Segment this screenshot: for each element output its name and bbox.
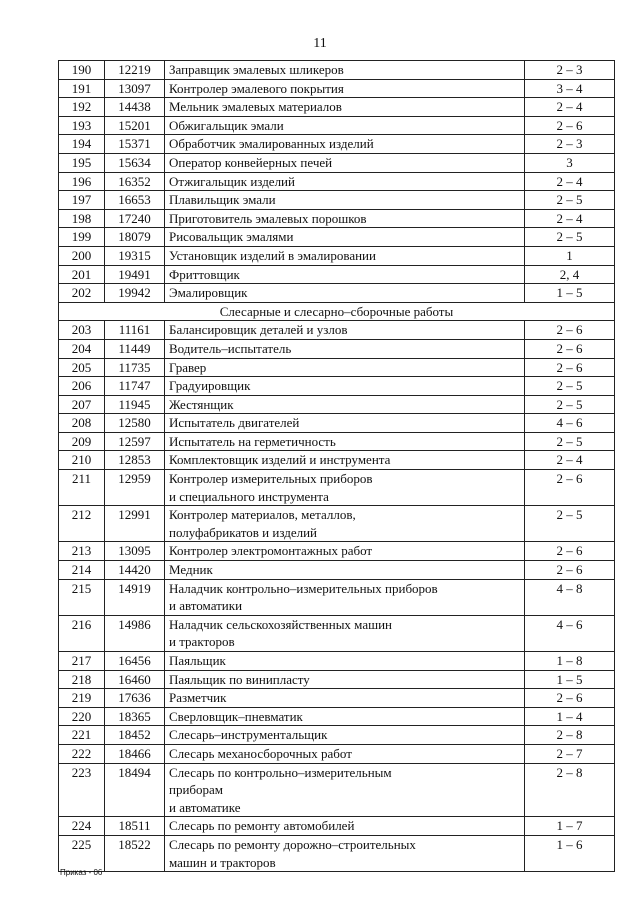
profession-title-line: Паяльщик: [169, 653, 226, 668]
profession-code: 12853: [105, 451, 165, 470]
profession-title-line: и тракторов: [169, 634, 235, 650]
profession-code: 19942: [105, 284, 165, 303]
profession-title: [165, 246, 525, 265]
grade-range: 2 – 3: [525, 61, 615, 80]
row-number: 204: [59, 339, 105, 358]
profession-title: [165, 339, 525, 358]
grade-range: 1 – 8: [525, 652, 615, 671]
profession-title: [165, 689, 525, 708]
profession-title: [165, 116, 525, 135]
table-row: [59, 191, 615, 210]
row-number: 203: [59, 321, 105, 340]
profession-code: 16456: [105, 652, 165, 671]
profession-title: [165, 707, 525, 726]
row-number: 223: [59, 763, 105, 817]
professions-table: [58, 60, 615, 872]
profession-code: 11747: [105, 377, 165, 396]
table-row: [59, 358, 615, 377]
table-row: [59, 451, 615, 470]
profession-code: 12580: [105, 414, 165, 433]
table-row: [59, 707, 615, 726]
row-number: 210: [59, 451, 105, 470]
profession-title: [165, 561, 525, 580]
grade-range: 2 – 5: [525, 432, 615, 451]
profession-title-line: и автоматики: [169, 598, 243, 614]
grade-range: 1 – 5: [525, 670, 615, 689]
row-number: 199: [59, 228, 105, 247]
profession-title-line: машин и тракторов: [169, 854, 276, 870]
row-number: 216: [59, 615, 105, 651]
profession-title-line: Комплектовщик изделий и инструмента: [169, 452, 391, 468]
grade-range: 2 – 5: [525, 395, 615, 414]
row-number: 195: [59, 153, 105, 172]
profession-title-line: Жестянщик: [169, 396, 234, 412]
profession-title-line: Паяльщик по винипласту: [169, 671, 310, 687]
row-number: 219: [59, 689, 105, 708]
profession-title-line: Обжигальщик эмали: [169, 117, 284, 133]
profession-title: [165, 79, 525, 98]
grade-range: 2 – 6: [525, 321, 615, 340]
profession-title: [165, 817, 525, 836]
grade-range: 2 – 6: [525, 561, 615, 580]
grade-range: 2 – 6: [525, 542, 615, 561]
profession-code: 14919: [105, 579, 165, 615]
row-number: 217: [59, 652, 105, 671]
profession-title-line: Наладчик контрольно–измерительных приборов: [169, 580, 438, 596]
grade-range: 1 – 5: [525, 284, 615, 303]
profession-title: [165, 763, 525, 817]
row-number: 225: [59, 835, 105, 871]
table-row: [59, 98, 615, 117]
profession-title-line: Испытатель на герметичность: [169, 433, 336, 449]
profession-title-line: Эмалировщик: [169, 285, 248, 301]
profession-code: 11449: [105, 339, 165, 358]
table-row: [59, 414, 615, 433]
row-number: 193: [59, 116, 105, 135]
profession-title-line: Слесарь по контрольно–измерительным: [169, 764, 392, 780]
grade-range: 2 – 6: [525, 339, 615, 358]
profession-title: [165, 265, 525, 284]
profession-code: 18511: [105, 817, 165, 836]
profession-title-line: Слесарь по ремонту дорожно–строительных: [169, 836, 416, 852]
profession-code: 12959: [105, 470, 165, 506]
profession-title: [165, 172, 525, 191]
row-number: 196: [59, 172, 105, 191]
profession-title: [165, 395, 525, 414]
grade-range: 1 – 7: [525, 817, 615, 836]
profession-title: [165, 191, 525, 210]
profession-code: 15371: [105, 135, 165, 154]
table-row: [59, 228, 615, 247]
table-row: [59, 79, 615, 98]
table-row: [59, 209, 615, 228]
grade-range: 2 – 8: [525, 763, 615, 817]
grade-range: 1: [525, 246, 615, 265]
profession-code: 18079: [105, 228, 165, 247]
table-row: [59, 689, 615, 708]
profession-code: 13097: [105, 79, 165, 98]
profession-title-line: Слесарь по ремонту автомобилей: [169, 818, 355, 834]
rows-group-enamel: [59, 61, 615, 303]
profession-title: [165, 284, 525, 303]
profession-title-line: Контролер эмалевого покрытия: [169, 80, 344, 96]
table-row: [59, 321, 615, 340]
grade-range: 4 – 6: [525, 414, 615, 433]
profession-title-line: Заправщик эмалевых шликеров: [169, 62, 344, 77]
profession-title-line: Мельник эмалевых материалов: [169, 99, 342, 115]
table-row: [59, 339, 615, 358]
profession-title: [165, 377, 525, 396]
row-number: 200: [59, 246, 105, 265]
grade-range: 2 – 5: [525, 228, 615, 247]
profession-title: [165, 61, 525, 80]
profession-title-line: Гравер: [169, 359, 207, 375]
profession-code: 18365: [105, 707, 165, 726]
grade-range: 4 – 8: [525, 579, 615, 615]
profession-title-line: Испытатель двигателей: [169, 415, 300, 431]
table-row: [59, 561, 615, 580]
table-row: [59, 284, 615, 303]
profession-title: [165, 835, 525, 871]
profession-code: 18452: [105, 726, 165, 745]
table-row: [59, 246, 615, 265]
profession-title-line: Оператор конвейерных печей: [169, 154, 333, 170]
table-row: [59, 835, 615, 871]
grade-range: 2 – 6: [525, 689, 615, 708]
profession-title: [165, 432, 525, 451]
profession-title-line: Контролер измерительных приборов: [169, 471, 373, 487]
row-number: 224: [59, 817, 105, 836]
table-row: [59, 726, 615, 745]
profession-title: [165, 579, 525, 615]
profession-code: 14986: [105, 615, 165, 651]
profession-code: 19315: [105, 246, 165, 265]
footer-note: Приказ - 06: [60, 868, 103, 877]
profession-code: 14420: [105, 561, 165, 580]
grade-range: 2 – 4: [525, 172, 615, 191]
profession-title-line: Водитель–испытатель: [169, 340, 292, 356]
row-number: 212: [59, 506, 105, 542]
grade-range: 4 – 6: [525, 615, 615, 651]
row-number: 220: [59, 707, 105, 726]
table-row: [59, 432, 615, 451]
profession-code: 17636: [105, 689, 165, 708]
row-number: 215: [59, 579, 105, 615]
profession-title-line: Наладчик сельскохозяйственных машин: [169, 616, 393, 632]
grade-range: 2 – 6: [525, 470, 615, 506]
profession-title: [165, 321, 525, 340]
table-row: [59, 670, 615, 689]
section-group: [59, 302, 615, 321]
grade-range: 2 – 5: [525, 506, 615, 542]
rows-group-fitting: [59, 321, 615, 872]
profession-title-line: Фриттовщик: [169, 266, 240, 282]
table-row: [59, 542, 615, 561]
row-number: 192: [59, 98, 105, 117]
grade-range: 2 – 5: [525, 191, 615, 210]
row-number: 202: [59, 284, 105, 303]
row-number: 222: [59, 744, 105, 763]
profession-title: [165, 726, 525, 745]
table-row: [59, 763, 615, 817]
table-row: [59, 135, 615, 154]
grade-range: 2 – 4: [525, 209, 615, 228]
table-row: [59, 377, 615, 396]
profession-code: 11161: [105, 321, 165, 340]
profession-title-line: Балансировщик деталей и узлов: [169, 322, 348, 338]
table-row: [59, 615, 615, 651]
profession-code: 12991: [105, 506, 165, 542]
grade-range: 3 – 4: [525, 79, 615, 98]
table-row: [59, 61, 615, 80]
profession-title: [165, 652, 525, 671]
profession-code: 16352: [105, 172, 165, 191]
row-number: 206: [59, 377, 105, 396]
profession-title-line: приборам: [169, 782, 224, 798]
row-number: 221: [59, 726, 105, 745]
profession-title: [165, 153, 525, 172]
profession-title: [165, 451, 525, 470]
grade-range: 2 – 4: [525, 451, 615, 470]
row-number: 198: [59, 209, 105, 228]
row-number: 213: [59, 542, 105, 561]
grade-range: 2 – 4: [525, 98, 615, 117]
row-number: 201: [59, 265, 105, 284]
row-number: 214: [59, 561, 105, 580]
grade-range: 2 – 6: [525, 358, 615, 377]
profession-title-line: Приготовитель эмалевых порошков: [169, 210, 367, 226]
grade-range: 3: [525, 153, 615, 172]
profession-title-line: полуфабрикатов и изделий: [169, 524, 318, 540]
grade-range: 2 – 6: [525, 116, 615, 135]
profession-code: 16460: [105, 670, 165, 689]
profession-title: [165, 615, 525, 651]
profession-title: [165, 98, 525, 117]
profession-title: [165, 358, 525, 377]
profession-title: [165, 542, 525, 561]
grade-range: 2 – 5: [525, 377, 615, 396]
profession-title-line: Контролер электромонтажных работ: [169, 543, 373, 559]
grade-range: 2 – 3: [525, 135, 615, 154]
profession-code: 18522: [105, 835, 165, 871]
profession-code: 18494: [105, 763, 165, 817]
table-row: [59, 652, 615, 671]
table-row: [59, 470, 615, 506]
row-number: 194: [59, 135, 105, 154]
section-heading: Слесарные и слесарно–сборочные работы: [59, 302, 615, 321]
table-row: [59, 116, 615, 135]
profession-title-line: Сверловщик–пневматик: [169, 708, 303, 724]
profession-title: [165, 470, 525, 506]
profession-title-line: Рисовальщик эмалями: [169, 229, 294, 245]
row-number: 211: [59, 470, 105, 506]
profession-title-line: Слесарь механосборочных работ: [169, 745, 352, 761]
row-number: 197: [59, 191, 105, 210]
profession-code: 12219: [105, 61, 165, 80]
profession-title: [165, 744, 525, 763]
profession-title: [165, 209, 525, 228]
row-number: 218: [59, 670, 105, 689]
table-row: [59, 265, 615, 284]
row-number: 190: [59, 61, 105, 80]
page-number: 11: [313, 36, 327, 51]
profession-code: 14438: [105, 98, 165, 117]
profession-code: 13095: [105, 542, 165, 561]
grade-range: 2 – 8: [525, 726, 615, 745]
profession-code: 12597: [105, 432, 165, 451]
profession-code: 19491: [105, 265, 165, 284]
table-row: [59, 395, 615, 414]
profession-code: 17240: [105, 209, 165, 228]
table-row: [59, 172, 615, 191]
profession-code: 18466: [105, 744, 165, 763]
profession-title: [165, 228, 525, 247]
table-row: [59, 506, 615, 542]
profession-title-line: Обработчик эмалированных изделий: [169, 136, 374, 152]
profession-code: 11735: [105, 358, 165, 377]
profession-code: 11945: [105, 395, 165, 414]
profession-title-line: Градуировщик: [169, 378, 251, 394]
row-number: 191: [59, 79, 105, 98]
section-row: [59, 302, 615, 321]
profession-title-line: Медник: [169, 562, 213, 578]
grade-range: 1 – 4: [525, 707, 615, 726]
row-number: 205: [59, 358, 105, 377]
profession-title-line: и автоматике: [169, 799, 241, 815]
profession-title-line: Слесарь–инструментальщик: [169, 727, 328, 743]
grade-range: 2, 4: [525, 265, 615, 284]
profession-title: [165, 414, 525, 433]
row-number: 209: [59, 432, 105, 451]
profession-title-line: Контролер материалов, металлов,: [169, 507, 356, 523]
grade-range: 1 – 6: [525, 835, 615, 871]
table-row: [59, 744, 615, 763]
profession-title-line: Разметчик: [169, 690, 227, 706]
profession-code: 16653: [105, 191, 165, 210]
profession-title-line: Установщик изделий в эмалировании: [169, 247, 376, 263]
profession-title-line: и специального инструмента: [169, 488, 329, 504]
profession-code: 15201: [105, 116, 165, 135]
table-row: [59, 579, 615, 615]
table-row: [59, 153, 615, 172]
row-number: 208: [59, 414, 105, 433]
profession-title-line: Отжигальщик изделий: [169, 173, 295, 189]
profession-title: [165, 506, 525, 542]
profession-title: [165, 670, 525, 689]
grade-range: 2 – 7: [525, 744, 615, 763]
row-number: 207: [59, 395, 105, 414]
profession-title: [165, 135, 525, 154]
profession-title-line: Плавильщик эмали: [169, 192, 276, 208]
table-row: [59, 817, 615, 836]
profession-code: 15634: [105, 153, 165, 172]
